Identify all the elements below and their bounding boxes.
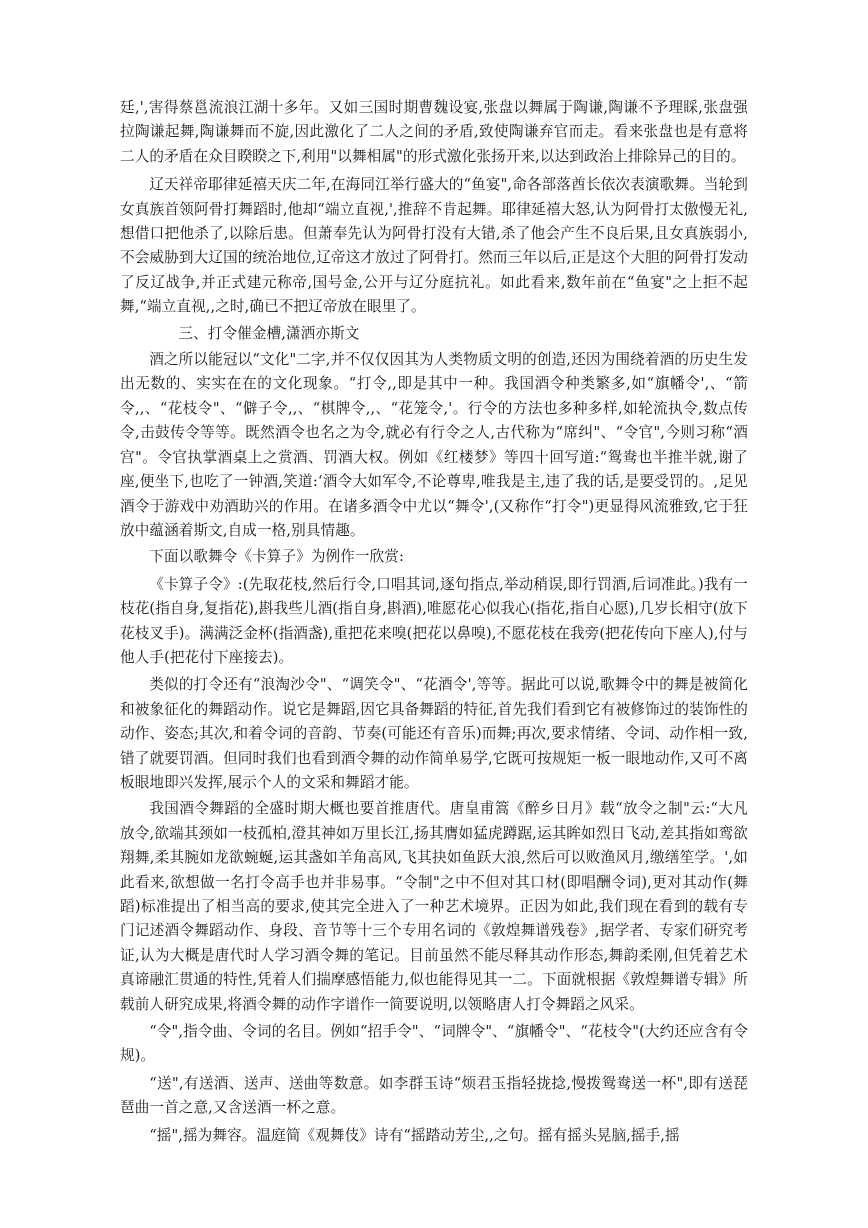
paragraph: 酒之所以能冠以“文化"二字,并不仅仅因其为人类物质文明的创造,还因为围绕着酒的历史生发出无数的、实实在在的文化现象。“打令,,即是其中一种。我国酒令种类繁多,如“旗幡令',、“箭令,,、“花枝令"、“僻子令,,、“棋牌令,,、“花笼令,'。行令的方法也多种多样,如轮流执令,数点传令,击鼓传令等等。既然酒令也名之为令,就必有行令之人,古代称为“席纠"、“令官",今则习称“酒宫"。令官执掌酒桌上之赏酒、罚酒大权。例如《红楼梦》等四十回写道:“鸳鸯也半推半就,谢了座,便坐下,也吃了一钟酒,笑道:‘酒令大如军令,不论尊卑,唯我是主,违了我的话,是要受罚的。,足见酒令于游戏中劝酒助兴的作用。在诸多酒令中尤以“舞令',(又称作“打令")更显得风流雅致,它于狂放中蕴涵着斯文,自成一格,别具情趣。: [120, 351, 748, 539]
document-page: [120, 96, 748, 1148]
paragraph: “送",有送酒、送声、送曲等数意。如李群玉诗“烦君玉指轻拢捻,慢拨鸳鸯送一杯",即有送琵琶曲一首之意,又含送酒一杯之意。: [120, 1074, 748, 1117]
paragraph: 辽天祥帝耶律延禧天庆二年,在海同江举行盛大的“鱼宴",命各部落酋长依次表演歌舞。当轮到女真族首领阿骨打舞蹈时,他却“端立直视,',推辞不肯起舞。耶律延禧大怒,认为阿骨打太傲慢无礼,想借口把他杀了,以除后患。但萧奉先认为阿骨打没有大错,杀了他会产生不良后果,且女真族弱小,不会威胁到大辽国的统治地位,辽帝这才放过了阿骨打。然而三年以后,正是这个大胆的阿骨打发动了反辽战争,并正式建元称帝,国号金,公开与辽分庭抗礼。如此看来,数年前在“鱼宴"之上拒不起舞,“端立直视,,之时,确已不把辽帝放在眼里了。: [120, 176, 748, 316]
paragraph: 下面以歌舞令《卡算子》为例作一欣赏:: [149, 548, 404, 566]
section-heading: 三、打令催金槽,潇洒亦斯文: [178, 324, 360, 342]
paragraph: 《卡算子令》:(先取花枝,然后行令,口唱其词,逐句指点,举动稍误,即行罚酒,后词准此。)我有一枝花(指自身,复指花),斟我些儿酒(指自身,斟酒),唯愿花心似我心(指花,指自心愿),几岁长相守(放下花枝叉手)。满满泛金杯(指酒盏),重把花来嗅(把花以鼻嗅),不愿花枝在我旁(把花传向下座人),付与他人手(把花付下座接去)。: [120, 575, 748, 666]
paragraph: “令",指令曲、令词的名目。例如“招手令"、“词牌令"、“旗幡令"、“花枝令"(大约还应含有令规)。: [120, 1023, 748, 1065]
paragraph: “摇",摇为舞容。温庭简《观舞伎》诗有“摇踏动芳尘,,之句。摇有摇头晃脑,摇手,摇: [149, 1126, 680, 1144]
paragraph: 我国酒令舞蹈的全盛时期大概也要首推唐代。唐皇甫篙《醉乡日月》载“放令之制"云:“大凡放令,欲端其颈如一枝孤柏,澄其神如万里长江,扬其膺如猛虎蹲踞,运其眸如烈日飞动,差其指如鸾欲翔舞,柔其腕如龙欲蜿蜒,运其盏如羊角高风,飞其抉如鱼跃大浪,然后可以败渔风月,缴缮笙学。',如此看来,欲想做一名打令高手也并非易事。“令制"之中不但对其口材(即唱酬令词),更对其动作(舞蹈)标准提出了相当高的要求,使其完全进入了一种艺术境界。正因为如此,我们现在看到的载有专门记述酒令舞蹈动作、身段、音节等十三个专用名词的《敦煌舞谱残卷》,据学者、专家们研究考证,认为大概是唐代时人学习酒令舞的笔记。目前虽然不能尽释其动作形态,舞韵柔刚,但凭着艺术真谛融汇贯通的特性,凭着人们揣摩感悟能力,似也能得见其一二。下面就根据《敦煌舞谱专辑》所载前人研究成果,将酒令舞的动作字谱作一简要说明,以领略唐人打令舞蹈之风采。: [120, 800, 748, 1013]
paragraph: 廷,',害得蔡邕流浪江湖十多年。又如三国时期曹魏设宴,张盘以舞属于陶谦,陶谦不予理睬,张盘强拉陶谦起舞,陶谦舞而不旋,因此激化了二人之间的矛盾,致使陶谦弃官而走。看来张盘也是有意将二人的矛盾在众目睽睽之下,利用"以舞相属"的形式激化张扬开来,以达到政治上排除异己的目的。: [120, 99, 748, 165]
paragraph: 类似的打令还有“浪淘沙令"、“调笑令"、“花酒令',等等。据此可以说,歌舞令中的舞是被简化和被象征化的舞蹈动作。说它是舞蹈,因它具备舞蹈的特征,首先我们看到它有被修饰过的装饰性的动作、姿态;其次,和着令词的音韵、节奏(可能还有音乐)而舞;再次,要求情绪、令词、动作相一致,错了就要罚酒。但同时我们也看到酒令舞的动作简单易学,它既可按规矩一板一眼地动作,又可不离板眼地即兴发挥,展示个人的文采和舞蹈才能。: [120, 676, 748, 791]
